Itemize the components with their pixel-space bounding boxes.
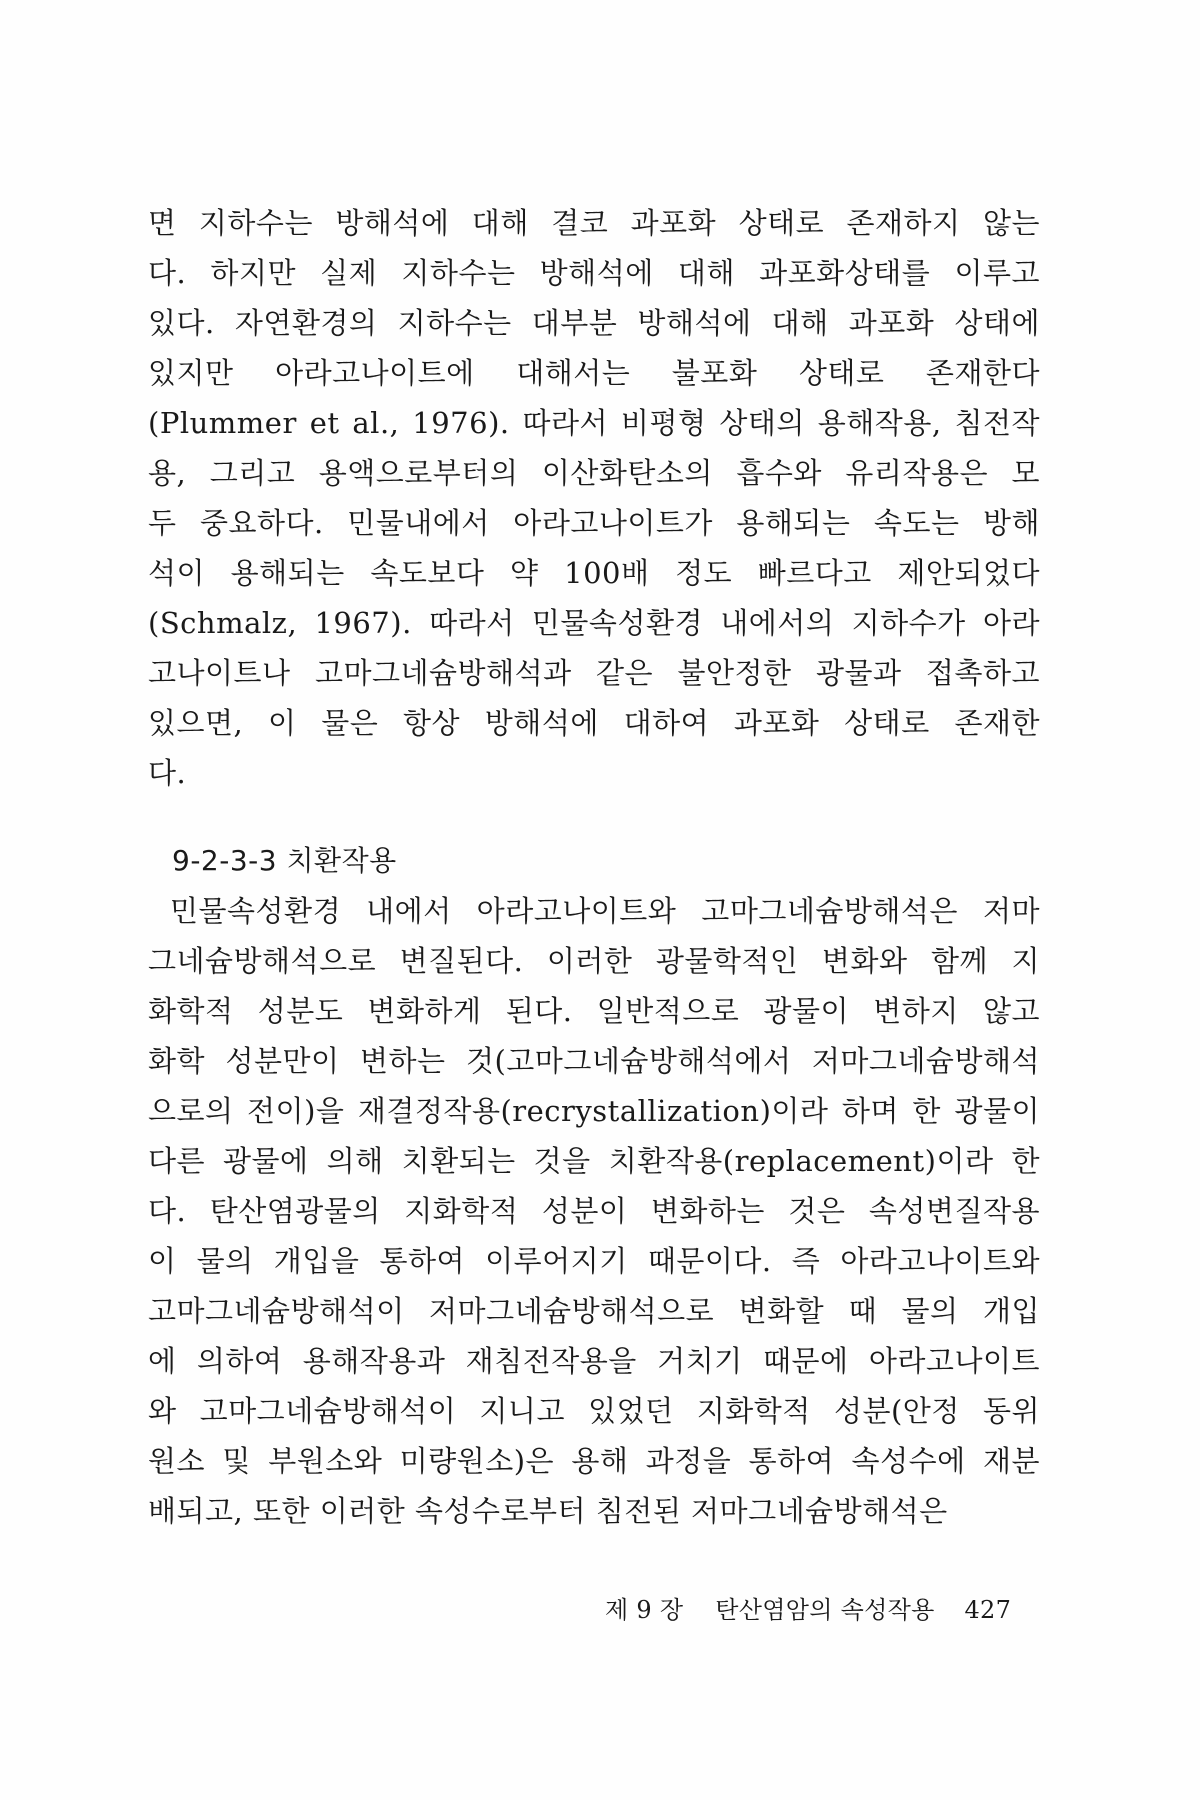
text-line: 고나이트나 고마그네슘방해석과 같은 불안정한 광물과 접촉하고 (148, 656, 1040, 690)
paragraph-1 (148, 198, 1040, 798)
text-line: 다. (148, 756, 187, 790)
text-line: 고마그네슘방해석이 저마그네슘방해석으로 변화할 때 물의 개입 (148, 1294, 1040, 1328)
text-line: 원소 및 부원소와 미량원소)은 용해 과정을 통하여 속성수에 재분 (148, 1444, 1040, 1478)
text-line: 다. 탄산염광물의 지화학적 성분이 변화하는 것은 속성변질작용 (148, 1194, 1040, 1228)
page-footer (605, 1590, 1011, 1630)
text-line: 화학적 성분도 변화하게 된다. 일반적으로 광물이 변하지 않고 (148, 994, 1040, 1028)
text-line: 두 중요하다. 민물내에서 아라고나이트가 용해되는 속도는 방해 (148, 506, 1040, 540)
text-line: 다른 광물에 의해 치환되는 것을 치환작용(replacement)이라 한 (148, 1144, 1040, 1178)
text-line: 와 고마그네슘방해석이 지니고 있었던 지화학적 성분(안정 동위 (148, 1394, 1040, 1428)
paragraph-2 (148, 886, 1040, 1536)
text-line: 면 지하수는 방해석에 대해 결코 과포화 상태로 존재하지 않는 (148, 206, 1040, 240)
chapter-title: 탄산염암의 속성작용 (715, 1596, 935, 1624)
text-line: 있으면, 이 물은 항상 방해석에 대하여 과포화 상태로 존재한 (148, 706, 1040, 740)
page-number: 427 (964, 1596, 1012, 1624)
section-heading: 9-2-3-3 치환작용 (172, 844, 397, 877)
text-line: 민물속성환경 내에서 아라고나이트와 고마그네슘방해석은 저마 (170, 894, 1040, 928)
text-line: 있지만 아라고나이트에 대해서는 불포화 상태로 존재한다 (148, 356, 1040, 390)
text-line: 으로의 전이)을 재결정작용(recrystallization)이라 하며 한 광물이 (148, 1094, 1040, 1128)
text-line: 다. 하지만 실제 지하수는 방해석에 대해 과포화상태를 이루고 (148, 256, 1040, 290)
chapter-number: 제 9 장 (605, 1596, 684, 1624)
text-line: 이 물의 개입을 통하여 이루어지기 때문이다. 즉 아라고나이트와 (148, 1244, 1040, 1278)
text-line: 그네슘방해석으로 변질된다. 이러한 광물학적인 변화와 함께 지 (148, 944, 1040, 978)
text-line: 배되고, 또한 이러한 속성수로부터 침전된 저마그네슘방해석은 (148, 1494, 948, 1528)
text-line: (Plummer et al., 1976). 따라서 비평형 상태의 용해작용, 침전작 (148, 406, 1040, 440)
text-line: 화학 성분만이 변하는 것(고마그네슘방해석에서 저마그네슘방해석 (148, 1044, 1040, 1078)
text-line: 에 의하여 용해작용과 재침전작용을 거치기 때문에 아라고나이트 (148, 1344, 1040, 1378)
text-line: 석이 용해되는 속도보다 약 100배 정도 빠르다고 제안되었다 (148, 556, 1040, 590)
text-line: 용, 그리고 용액으로부터의 이산화탄소의 흡수와 유리작용은 모 (148, 456, 1040, 490)
text-line: 있다. 자연환경의 지하수는 대부분 방해석에 대해 과포화 상태에 (148, 306, 1040, 340)
text-line: (Schmalz, 1967). 따라서 민물속성환경 내에서의 지하수가 아라 (148, 606, 1040, 640)
